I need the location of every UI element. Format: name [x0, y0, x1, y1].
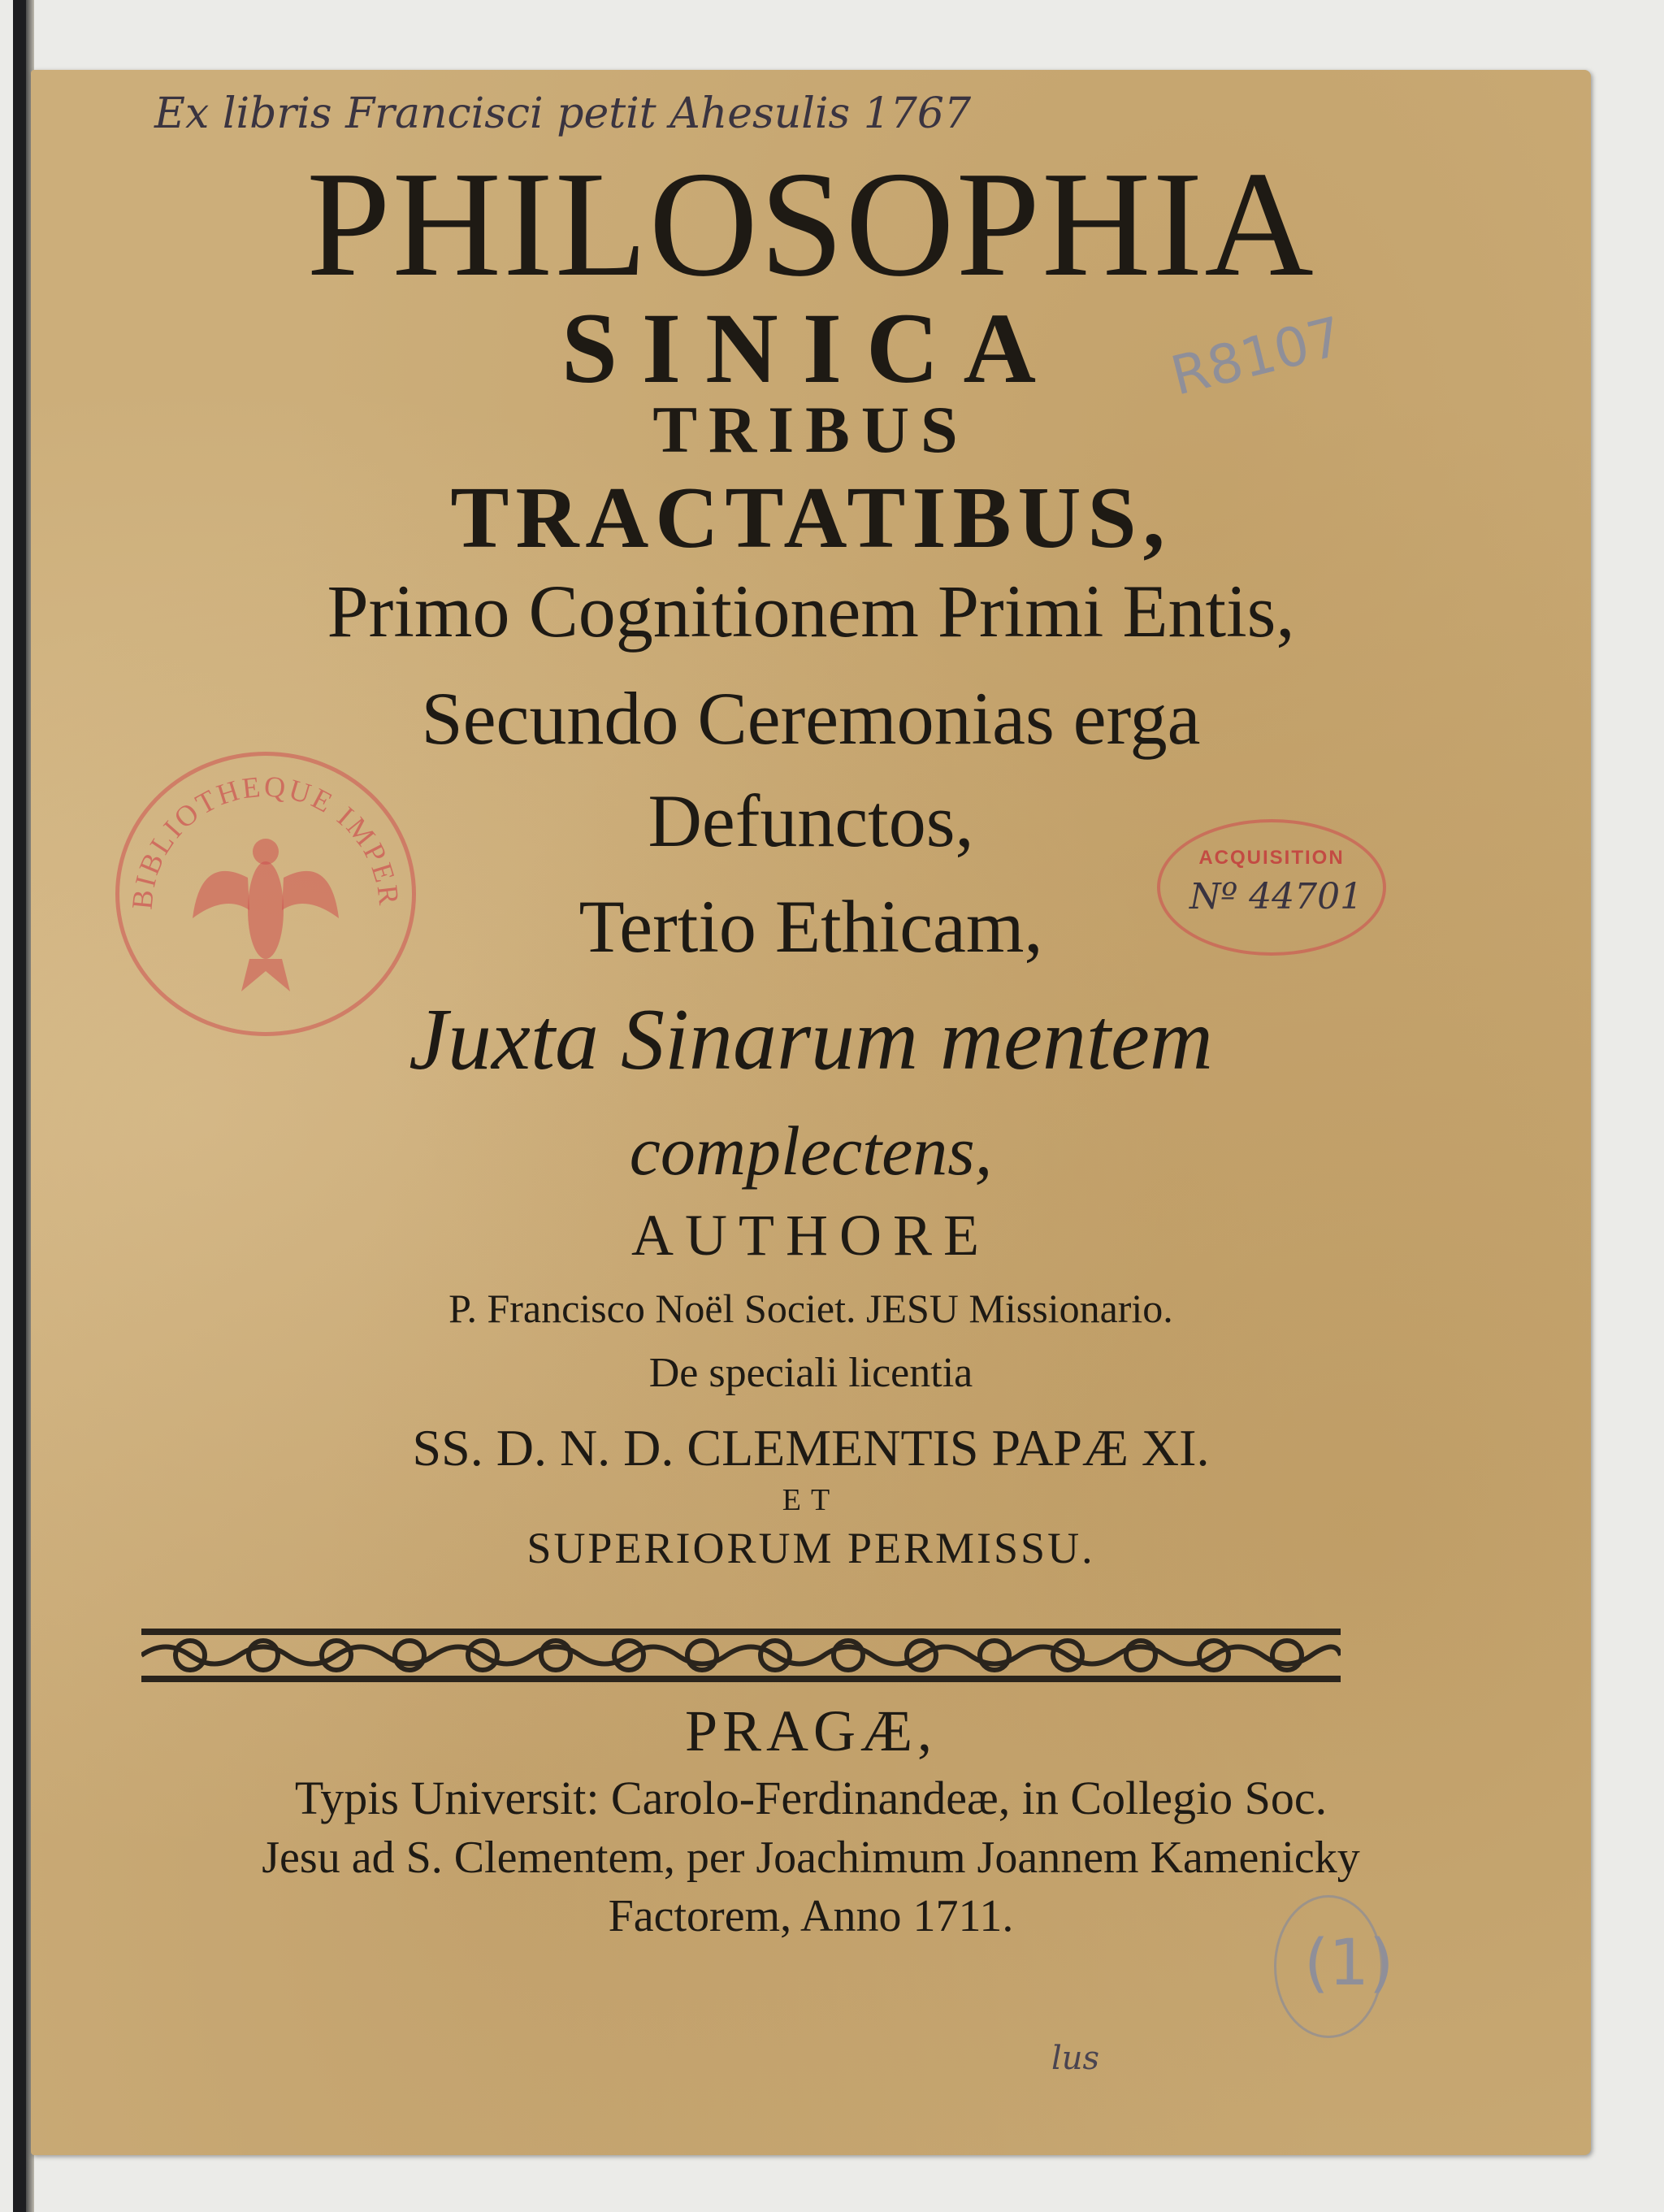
title-line-9: Juxta Sinarum mentem	[409, 991, 1213, 1088]
ornamental-band	[141, 1622, 1341, 1689]
library-stamp	[115, 752, 416, 1036]
imprint-line-2: Jesu ad S. Clementem, per Joachimum Joannem Kamenicky	[262, 1832, 1360, 1883]
acquisition-label: ACQUISITION	[1198, 847, 1345, 869]
pencil-circle-note	[1274, 1895, 1394, 2038]
title-line-10: complectens,	[629, 1112, 993, 1190]
author-name: P. Francisco Noël Societ. JESU Missionario.	[448, 1286, 1173, 1331]
handwritten-inscription: Ex libris Francisci petit Ahesulis 1767	[154, 89, 972, 138]
imprint-line-1: Typis Universit: Carolo-Ferdinandeæ, in Collegio Soc.	[294, 1772, 1328, 1824]
title-line-3: TRIBUS	[652, 393, 969, 466]
title-line-8: Tertio Ethicam,	[578, 885, 1043, 968]
title-line-5: Primo Cognitionem Primi Entis,	[327, 570, 1295, 653]
pencil-note: (1)	[1304, 1927, 1394, 2000]
shelfmark-note: R8107	[1164, 305, 1349, 408]
binding-spine	[13, 0, 26, 2212]
bottom-handwritten-note: lus	[1051, 2040, 1100, 2077]
title-line-7: Defunctos,	[648, 779, 974, 862]
title-line-4: TRACTATIBUS,	[450, 470, 1172, 566]
licence-line-1: De speciali licentia	[648, 1350, 973, 1396]
title-line-6: Secundo Ceremonias erga	[421, 677, 1201, 760]
imprint-city: PRAGÆ,	[684, 1698, 938, 1763]
licence-line-4: SUPERIORUM PERMISSU.	[526, 1524, 1095, 1572]
author-label: AUTHORE	[631, 1203, 990, 1268]
licence-line-2: SS. D. N. D. CLEMENTIS PAPÆ XI.	[412, 1419, 1210, 1477]
imprint-line-3: Factorem, Anno 1711.	[608, 1891, 1014, 1941]
acquisition-number: Nº 44701	[1190, 876, 1363, 917]
eagle-icon	[193, 839, 339, 991]
title-line-1: PHILOSOPHIA	[306, 141, 1315, 308]
title-line-2: SINICA	[561, 293, 1061, 404]
library-stamp-text: BIBLIOTHEQUE IMPER	[125, 770, 406, 911]
licence-line-3: ET	[782, 1483, 840, 1517]
acquisition-stamp	[1157, 819, 1386, 956]
